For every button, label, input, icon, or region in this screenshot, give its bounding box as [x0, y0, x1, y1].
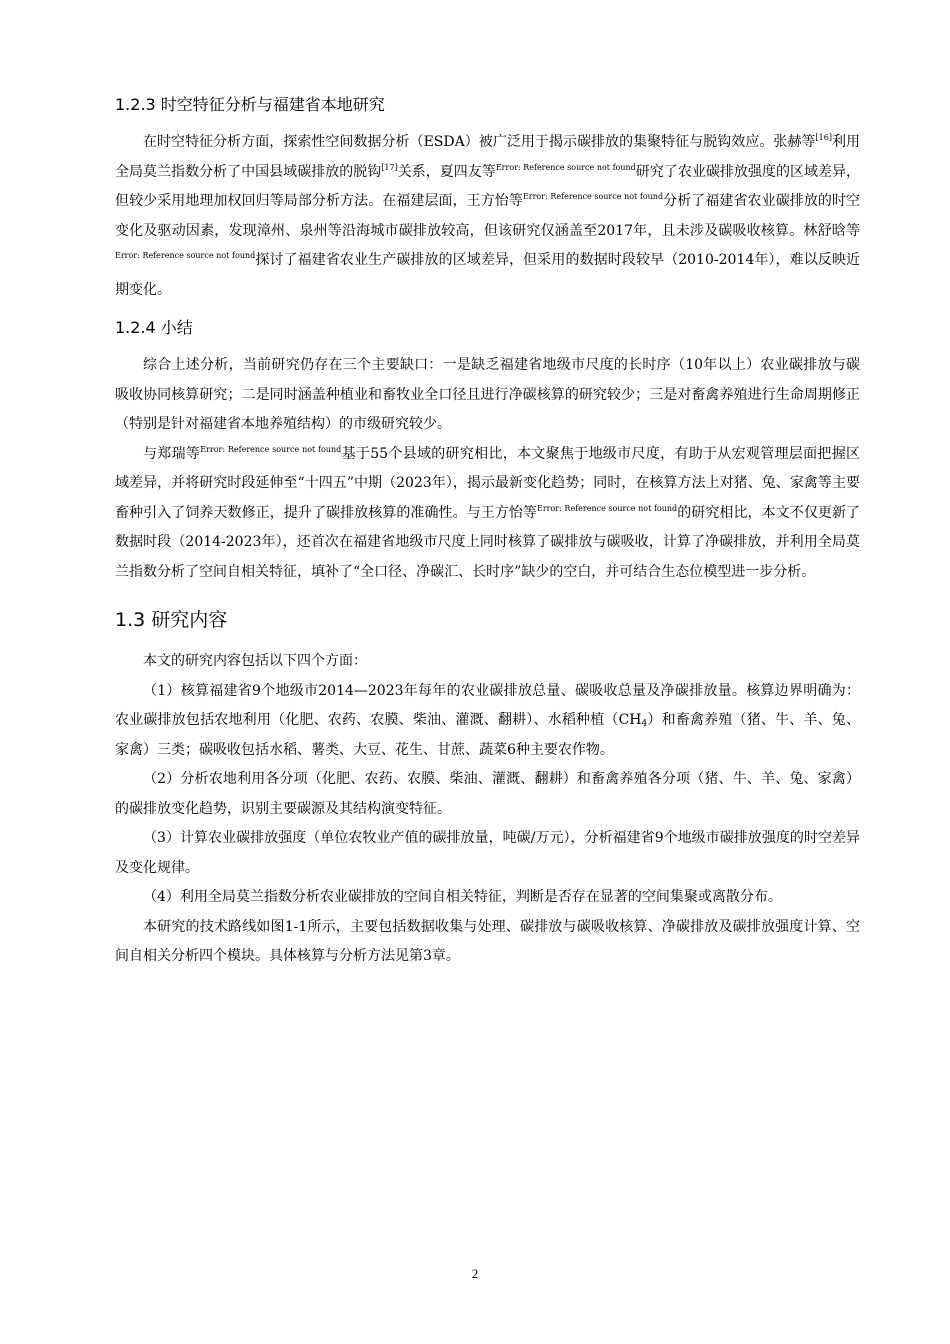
page-number: 2: [471, 1266, 479, 1281]
citation: [16]: [815, 133, 832, 142]
reference-error: Error: Reference source not found: [115, 251, 256, 260]
reference-error: Error: Reference source not found: [495, 162, 636, 172]
section-heading-1-3: 1.3 研究内容: [115, 609, 228, 631]
paragraph-summary-gaps: 综合上述分析，当前研究仍存在三个主要缺口：一是缺乏福建省地级市尺度的长时序（10年以上）农业碳排放与碳吸收协同核算研究；二是同时涵盖种植业和畜牧业全口径且进行净碳核算的研究较少；三是对畜禽养殖进行生命周期修正（特别是针对福建省本地养殖结构）的市级研究较少。: [115, 357, 860, 432]
citation: [17]: [381, 162, 398, 172]
paragraph-technical-route: 本研究的技术路线如图1-1所示，主要包括数据收集与处理、碳排放与碳吸收核算、净碳排放及碳排放强度计算、空间自相关分析四个模块。具体核算与分析方法见第3章。: [115, 918, 860, 964]
paragraph-spatiotemporal: [115, 128, 860, 305]
paragraph-summary-comparison: [115, 440, 860, 588]
text-run: 基于55个县域的研究相比，本文聚焦于地级市尺度，有助于从宏观管理层面把握区域差异，并将研究时段延伸至“十四五”中期（2023年），揭示最新变化趋势；同时，在核算方法上对猪、兔、家禽等主要畜种引入了饲养天数修正，提升了碳排放核算的准确性。与王方怡等: [115, 445, 861, 521]
section-heading-1-2-4: 1.2.4 小结: [115, 318, 193, 337]
section-heading-1-2-3: 1.2.3 时空特征分析与福建省本地研究: [115, 95, 385, 114]
paragraph-content-intro: 本文的研究内容包括以下四个方面：: [143, 653, 367, 669]
reference-error: Error: Reference source not found: [522, 192, 664, 201]
subscript: 4: [641, 719, 648, 729]
text-run: （1）核算福建省9个地级市2014—2023年每年的农业碳排放总量、碳吸收总量及净碳排放量。核算边界明确为：农业碳排放包括农地利用（化肥、农药、农膜、柴油、灌溉、翻耕）、水稻种植（CH: [115, 682, 860, 728]
page-content: [115, 82, 860, 972]
text-run: 分析了福建省农业碳排放的时空变化及驱动因素，发现漳州、泉州等沿海城市碳排放较高，但该研究仅涵盖至2017年，且未涉及碳吸收核算。林舒晗等: [115, 193, 861, 239]
paragraph-content-item-2: （2）分析农地利用各分项（化肥、农药、农膜、柴油、灌溉、翻耕）和畜禽养殖各分项（猪、牛、羊、兔、家禽）的碳排放变化趋势，识别主要碳源及其结构演变特征。: [115, 771, 860, 817]
reference-error: Error: Reference source not found: [200, 444, 342, 454]
paragraph-content-item-1: [115, 677, 860, 766]
text-run: 的研究相比，本文不仅更新了数据时段（2014-2023年），还首次在福建省地级市尺度上同时核算了碳排放与碳吸收，计算了净碳排放，并利用全局莫兰指数分析了空间自相关特征，填补了“全口径、净碳汇、长时序”缺少的空白，并可结合生态位模型进一步分析。: [115, 504, 861, 580]
text-run: 在时空特征分析方面，探索性空间数据分析（ESDA）被广泛用于揭示碳排放的集聚特征与脱钩效应。张赫等: [143, 134, 816, 150]
reference-error: Error: Reference source not found: [537, 503, 678, 513]
paragraph-content-item-3: （3）计算农业碳排放强度（单位农牧业产值的碳排放量，吨碳/万元），分析福建省9个地级市碳排放强度的时空差异及变化规律。: [115, 830, 860, 876]
paragraph-content-item-4: （4）利用全局莫兰指数分析农业碳排放的空间自相关特征，判断是否存在显著的空间集聚或离散分布。: [143, 889, 782, 905]
text-run: 关系，夏四友等: [397, 163, 496, 180]
text-run: 探讨了福建省农业生产碳排放的区域差异，但采用的数据时段较早（2010-2014年），难以反映近期变化。: [115, 252, 860, 298]
text-run: ）和畜禽养殖（猪、牛、羊、兔、家禽）三类；碳吸收包括水稻、薯类、大豆、花生、甘蔗、蔬菜6种主要农作物。: [115, 712, 860, 758]
text-run: 利用全局莫兰指数分析了中国县域碳排放的脱钩: [115, 134, 860, 180]
text-run: 与郑瑞等: [143, 445, 201, 462]
text-run: 研究了农业碳排放强度的区域差异，但较少采用地理加权回归等局部分析方法。在福建层面，王方怡等: [115, 163, 861, 209]
